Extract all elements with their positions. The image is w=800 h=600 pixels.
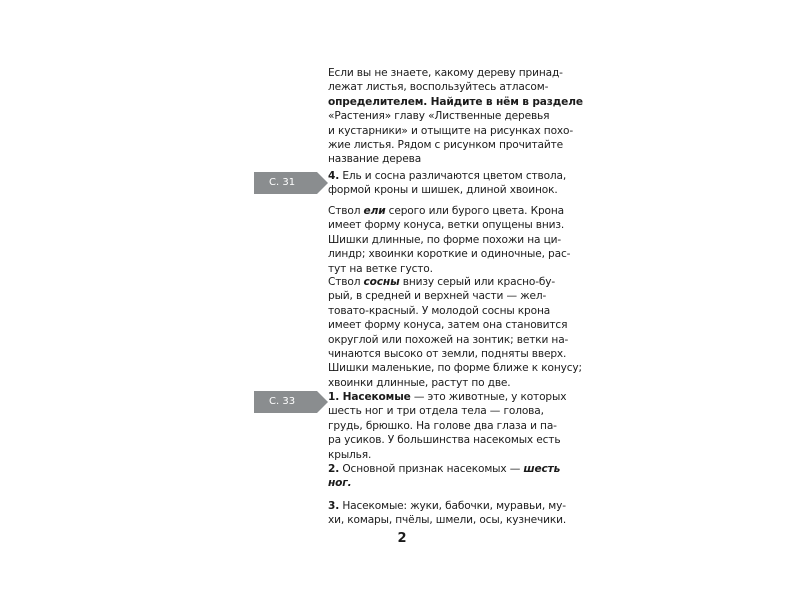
page-reference-label: С. 33 [269,396,296,407]
text-fragment: Ствол [328,205,364,217]
text-fragment: серого или бурого цвета. Крона [385,205,564,217]
answer-1-paragraph [328,390,567,462]
text-line: формой кроны и шишек, длиной хвоинок. [328,184,558,197]
answer-number: 4. [328,170,340,182]
intro-paragraph [328,66,583,167]
page-reference-label: С. 31 [269,177,296,188]
answer-term: 1. Насекомые [328,391,411,403]
text-line: и кустарники» и отыщите на рисунках похо- [328,124,574,137]
text-line: Шишки маленькие, по форме ближе к конусу; [328,362,582,375]
answer-4-paragraph [328,169,567,198]
text-line: Если вы не знаете, какому дереву принад- [328,67,563,79]
text-line: шесть ног и три отдела тела — голова, [328,405,544,418]
text-line: имеет форму конуса, ветки опущены вниз. [328,219,565,232]
emphasis-term: сосны [363,276,400,288]
answer-2-paragraph [328,462,560,491]
answer-number: 2. [328,463,340,475]
text-fragment: Основной признак насекомых — [339,463,524,475]
emphasis-term: ног. [328,477,352,490]
text-line: линдр; хвоинки короткие и одиночные, рас- [328,248,571,261]
text-fragment: Ствол [328,276,364,288]
text-line: — это животные, у которых [410,391,567,403]
pine-paragraph [328,275,582,390]
text-fragment: внизу серый или красно-бу- [399,276,556,288]
text-line: имеет форму конуса, затем она становится [328,319,568,332]
answer-number: 3. [328,500,340,512]
text-line: Шишки длинные, по форме похожи на ци- [328,233,562,246]
text-line: определителем. Найдите в нём в разделе [328,95,583,108]
text-line: Насекомые: жуки, бабочки, муравьи, му- [339,500,566,512]
text-line: рый, в средней и верхней части — жел- [328,290,547,303]
text-line: хи, комары, пчёлы, шмели, осы, кузнечики. [328,514,567,527]
text-line: лежат листья, воспользуйтесь атласом- [328,81,549,94]
text-line: хвоинки длинные, растут по две. [328,376,511,389]
text-line: ра усиков. У большинства насекомых есть [328,434,561,447]
text-line: название дерева [328,153,422,166]
text-line: товато-красный. У молодой сосны крона [328,304,551,317]
text-line: грудь, брюшко. На голове два глаза и па- [328,419,557,432]
emphasis-term: ели [363,205,386,217]
spruce-paragraph [328,204,571,276]
text-line: тут на ветке густо. [328,262,433,275]
text-line: «Растения» главу «Лиственные деревья [328,110,550,123]
page-reference-tab-31 [254,172,317,194]
page-number: 2 [397,531,407,546]
text-line: жие листья. Рядом с рисунком прочитайте [328,139,563,152]
answer-3-paragraph [328,499,567,528]
text-line: округлой или похожей на зонтик; ветки на- [328,333,569,346]
page-reference-tab-33 [254,391,317,413]
text-line: крылья. [328,448,372,461]
text-line: Ель и сосна различаются цветом ствола, [339,170,567,182]
emphasis-term: шесть [523,463,561,475]
text-line: чинаются высоко от земли, подняты вверх. [328,348,567,361]
